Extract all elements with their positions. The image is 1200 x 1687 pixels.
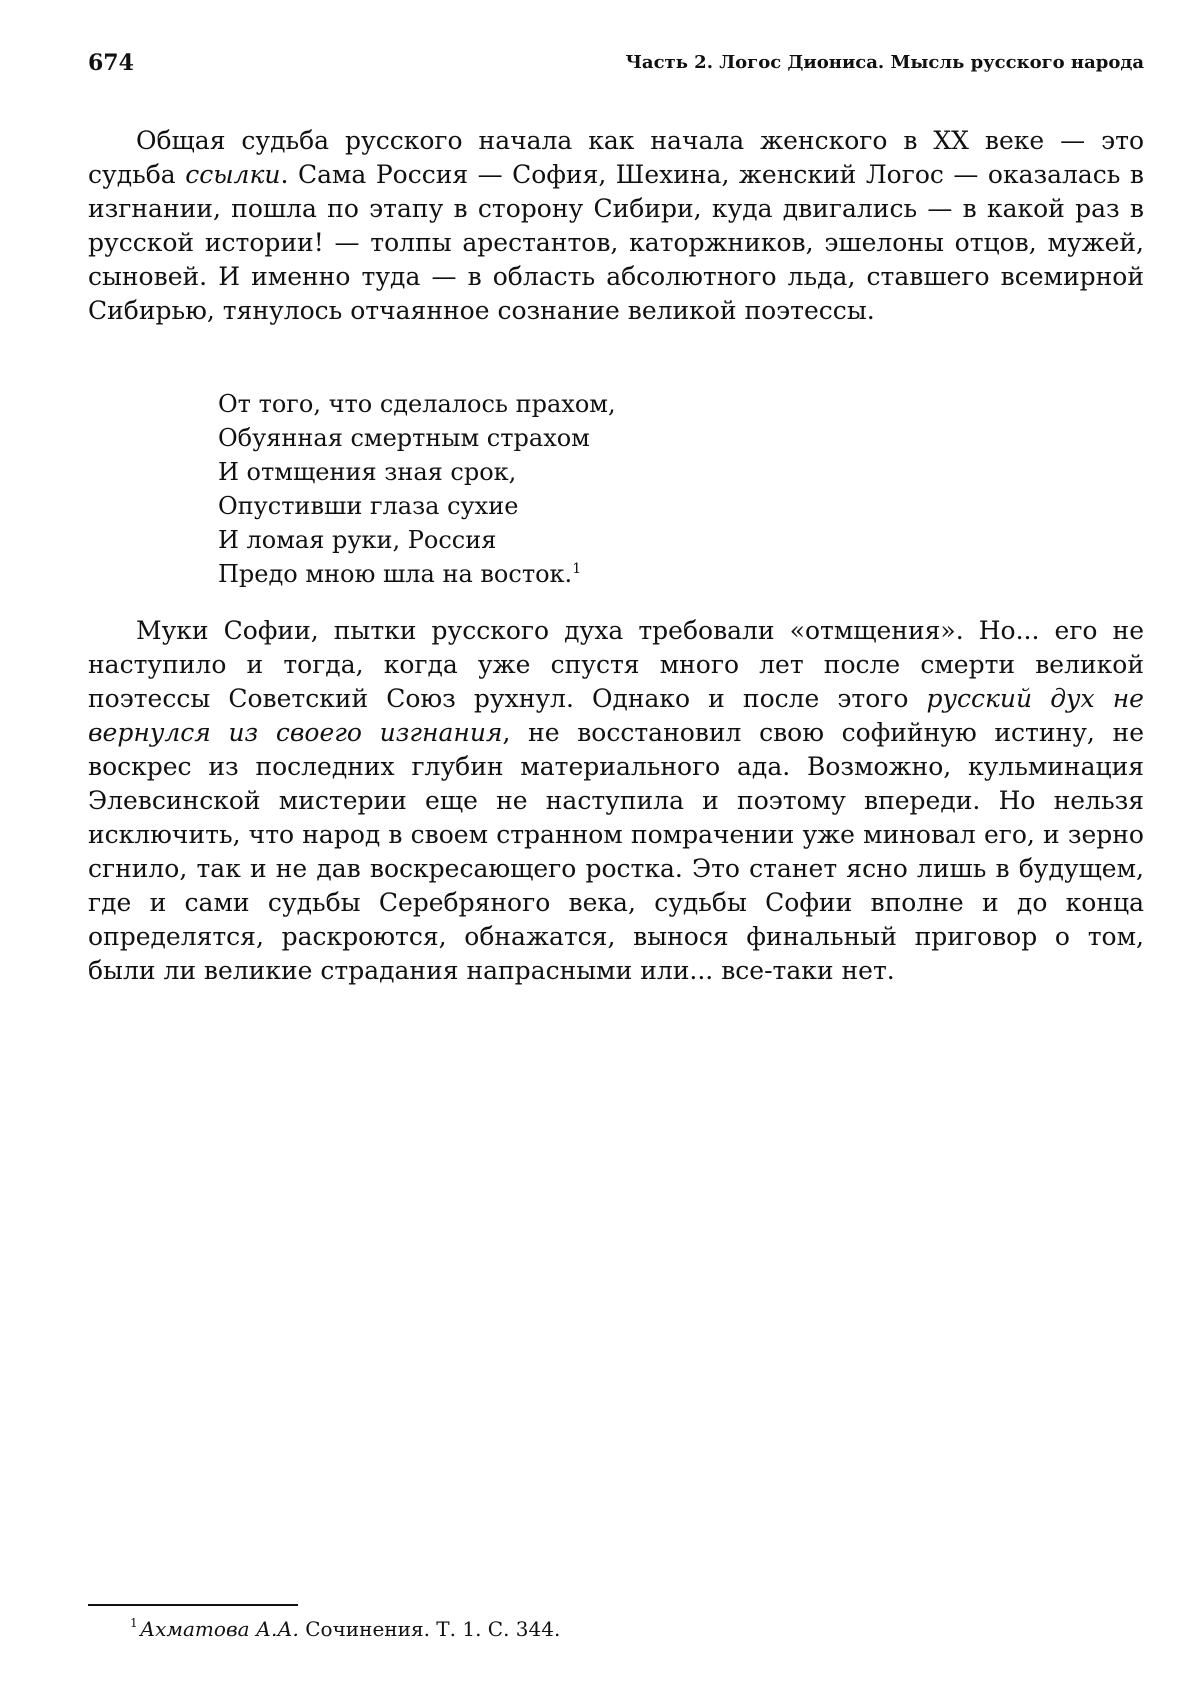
footnote (130, 1616, 561, 1642)
poem-line-text: Предо мною шла на восток (218, 560, 565, 588)
running-head: Часть 2. Логос Диониса. Мысль русского народа (625, 52, 1144, 73)
footnote-divider (88, 1604, 298, 1606)
paragraph-text: , не восстановил свою софийную истину, не воскрес из последних глубин материального ада. Возможно, кульминация Элевсинской мистерии еще не наступила и поэтому впереди. Но нельзя исключить, что народ в своем странном помрачении уже миновал его, и зерно сгнило, так и не дав воскресающего ростка. Это станет ясно лишь в будущем, где и сами судьбы Серебряного века, судьбы Софии вполне и до конца определятся, раскроются, обнажатся, вынося финальный приговор о том, были ли великие страдания напрасными или... все-таки нет. (88, 718, 1144, 985)
italic-emphasis: ссылки (185, 160, 281, 189)
page-number: 674 (88, 50, 134, 76)
footnote-author: Ахматова А.А. (140, 1617, 299, 1641)
body-paragraph-2 (88, 614, 1144, 988)
body-paragraph-1 (88, 124, 1144, 328)
footnote-text: Сочинения. Т. 1. С. 344. (298, 1617, 561, 1641)
paragraph-text: Муки Софии, пытки русского духа требовали «отмщения». Но... его не наступило и тогда, когда уже спустя много лет после смерти великой поэтессы Советский Союз рухнул. Однако и после этого (88, 616, 1144, 713)
poem-line: От того, что сделалось прахом, (218, 390, 616, 418)
page-header (88, 50, 1144, 90)
italic-emphasis: русский дух не вернулся из своего изгнания (88, 684, 1144, 747)
footnote-marker: 1 (130, 1616, 138, 1630)
footnote-reference: 1 (572, 561, 582, 577)
poem-line-last (218, 557, 616, 591)
poem-line: Опустивши глаза сухие (218, 492, 519, 520)
poem-period: . (564, 560, 573, 588)
poem-line: Обуянная смертным страхом (218, 424, 590, 452)
paragraph-text: Общая судьба русского начала как начала женского в XX веке — это судьба (88, 126, 1144, 189)
poem-line: И ломая руки, Россия (218, 526, 497, 554)
poem-line: И отмщения зная срок, (218, 458, 517, 486)
paragraph-text: . Сама Россия — София, Шехина, женский Логос — оказалась в изгнании, пошла по этапу в сторону Сибири, куда двигались — в какой раз в русской истории! — толпы арестантов, каторжников, эшелоны отцов, мужей, сыновей. И именно туда — в область абсолютного льда, ставшего всемирной Сибирью, тянулось отчаянное сознание великой поэтессы. (88, 160, 1144, 325)
poem-quote (218, 387, 616, 591)
